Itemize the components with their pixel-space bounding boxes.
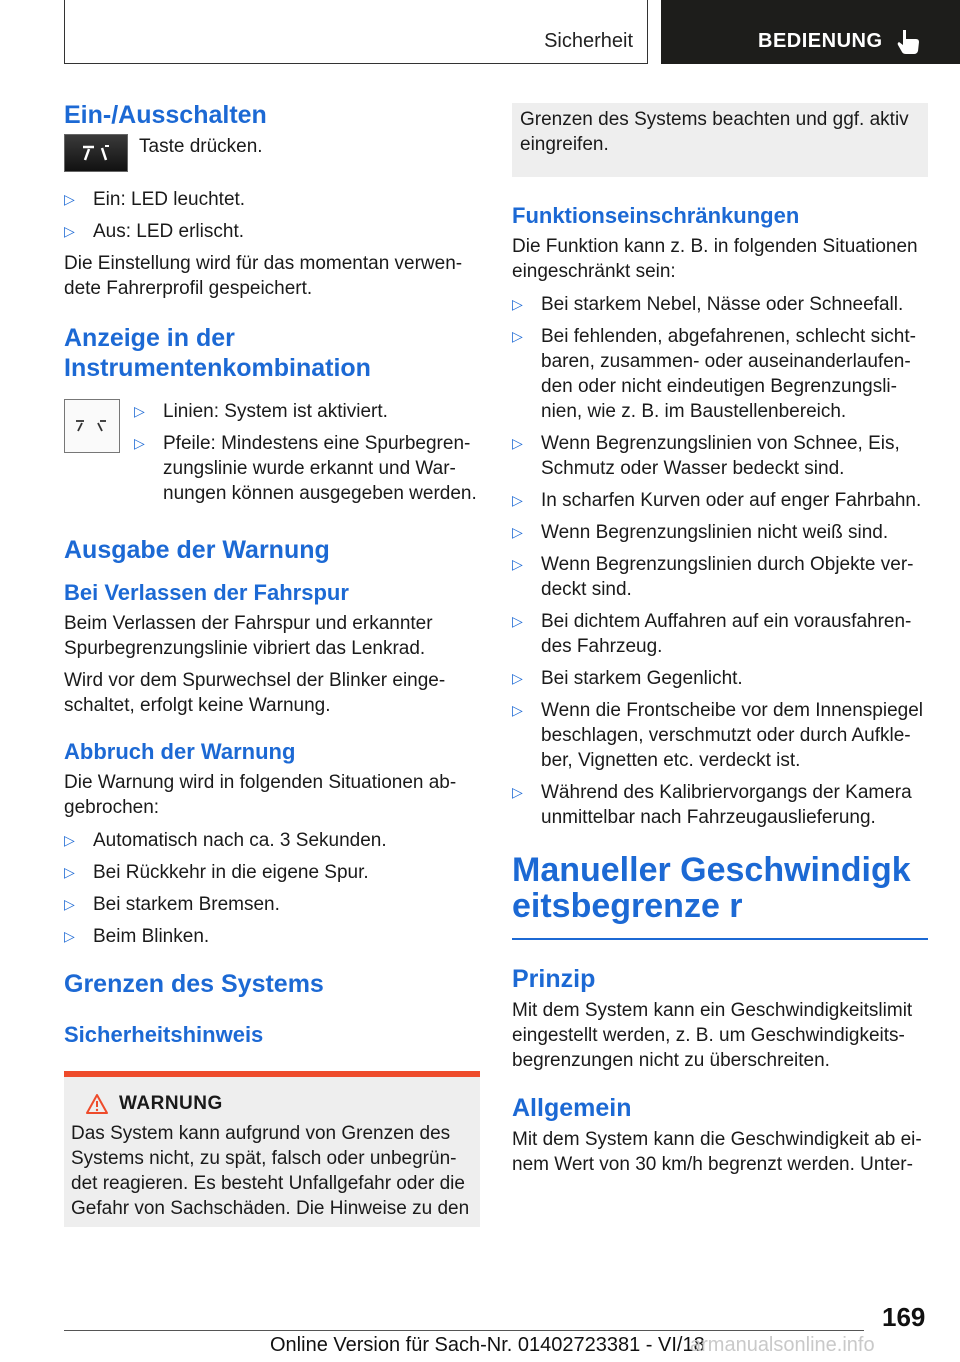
warning-box (64, 1077, 480, 1227)
heading-manual-speed-limiter: Manueller Geschwindigkeitsbegrenze r (512, 851, 911, 925)
list-item: ▷ Bei dichtem Auffahren auf ein vorausfahren‐des Fahrzeug. (512, 609, 928, 659)
footer-watermark: armanualsonline.info (690, 1334, 875, 1356)
list-item: ▷ Bei starkem Gegenlicht. (512, 666, 928, 691)
list-item: ▷ Beim Blinken. (64, 924, 480, 949)
general-text: Mit dem System kann die Geschwindigkeit ab ei‐nem Wert von 30 km/h begrenzt werden. Unter‐ (512, 1129, 922, 1175)
warning-triangle-icon (85, 1093, 109, 1115)
list-item: ▷ Automatisch nach ca. 3 Sekunden. (64, 828, 480, 853)
warning-title: WARNUNG (119, 1093, 223, 1114)
press-button-text: Taste drücken. (139, 136, 263, 157)
section-divider (512, 938, 928, 940)
left-column (64, 100, 480, 1227)
list-item: ▷ Bei fehlenden, abgefahrenen, schlecht sicht‐baren, zusammen- oder auseinanderlaufen‐den oder nicht eindeutigen Begrenzungsli‐nien, wie z. B. im Baustellenbereich. (512, 324, 928, 424)
heading-safety-note: Sicherheitshinweis (64, 1022, 264, 1047)
list-item: ▷ Wenn Begrenzungslinien durch Objekte ver‐deckt sind. (512, 552, 928, 602)
function-limits-intro: Die Funktion kann z. B. in folgenden Situationen eingeschränkt sein: (512, 236, 918, 282)
display-block (64, 399, 480, 513)
list-item: ▷ Wenn Begrenzungslinien nicht weiß sind. (512, 520, 928, 545)
heading-system-limits: Grenzen des Systems (64, 970, 324, 998)
list-item: ▷ Aus: LED erlischt. (64, 219, 480, 244)
profile-note: Die Einstellung wird für das momentan verwen‐dete Fahrerprofil gespeichert. (64, 253, 463, 299)
pointing-hand-icon (894, 26, 924, 56)
right-column (512, 103, 928, 1177)
list-item: ▷ Linien: System ist aktiviert. (134, 399, 480, 424)
list-item: ▷ Während des Kalibriervorgangs der Kamera unmittelbar nach Fahrzeugauslieferung. (512, 780, 928, 830)
list-item: ▷ Bei starkem Bremsen. (64, 892, 480, 917)
warning-continuation-box (512, 103, 928, 177)
heading-on-off: Ein-/Ausschalten (64, 101, 267, 129)
lane-lines-display-icon (64, 399, 120, 453)
button-instruction (64, 134, 480, 172)
page-number: 169 (882, 1302, 926, 1332)
abort-list (64, 828, 480, 949)
list-item: ▷ In scharfen Kurven oder auf enger Fahrbahn. (512, 488, 928, 513)
header-chapter-tab (661, 0, 960, 64)
abort-intro: Die Warnung wird in folgenden Situationen ab‐gebrochen: (64, 772, 457, 818)
heading-warning-output: Ausgabe der Warnung (64, 536, 330, 564)
heading-general: Allgemein (512, 1094, 632, 1122)
header-chapter-title: BEDIENUNG (758, 30, 883, 52)
list-item: ▷ Wenn die Frontscheibe vor dem Innenspiegel beschlagen, verschmutzt oder durch Aufkle‐ber, Vignetten etc. verdeckt ist. (512, 698, 928, 773)
warning-header (71, 1093, 473, 1115)
leaving-lane-text-1: Beim Verlassen der Fahrspur und erkannter Spurbegrenzungslinie vibriert das Lenkrad. (64, 613, 433, 659)
header-section-title: Sicherheit (544, 30, 633, 52)
heading-abort-warning: Abbruch der Warnung (64, 739, 296, 764)
on-off-list (64, 187, 480, 244)
function-limits-list (512, 292, 928, 830)
list-item: ▷ Bei starkem Nebel, Nässe oder Schneefall. (512, 292, 928, 317)
list-item: ▷ Pfeile: Mindestens eine Spurbegren‐zungslinie wurde erkannt und War‐nungen können ausgegeben werden. (134, 431, 480, 506)
heading-leaving-lane: Bei Verlassen der Fahrspur (64, 580, 349, 605)
footer-divider (64, 1330, 864, 1331)
lane-departure-button-icon (64, 134, 128, 172)
list-item: ▷ Wenn Begrenzungslinien von Schnee, Eis, Schmutz oder Wasser bedeckt sind. (512, 431, 928, 481)
list-item: ▷ Bei Rückkehr in die eigene Spur. (64, 860, 480, 885)
list-item: ▷ Ein: LED leuchtet. (64, 187, 480, 212)
principle-text: Mit dem System kann ein Geschwindigkeitslimit eingestellt werden, z. B. um Geschwindigkeits‐begrenzungen nicht zu überschreiten. (512, 1000, 913, 1071)
warning-continuation-text: Grenzen des Systems beachten und ggf. aktiv eingreifen. (520, 109, 909, 155)
heading-principle: Prinzip (512, 965, 596, 993)
header-section-box (64, 0, 648, 64)
warning-text: Das System kann aufgrund von Grenzen des Systems nicht, zu spät, falsch oder unbegrün‐det reagieren. Es besteht Unfallgefahr oder die Gefahr von Sachschäden. Die Hinweise zu den (71, 1123, 470, 1219)
footer-online-version: Online Version für Sach-Nr. 01402723381 - VI/18 (270, 1334, 705, 1356)
leaving-lane-text-2: Wird vor dem Spurwechsel der Blinker einge‐schaltet, erfolgt keine Warnung. (64, 670, 446, 716)
display-list (134, 399, 480, 513)
heading-display: Anzeige in der Instrumentenkombination (64, 324, 371, 382)
heading-function-limits: Funktionseinschränkungen (512, 203, 800, 228)
